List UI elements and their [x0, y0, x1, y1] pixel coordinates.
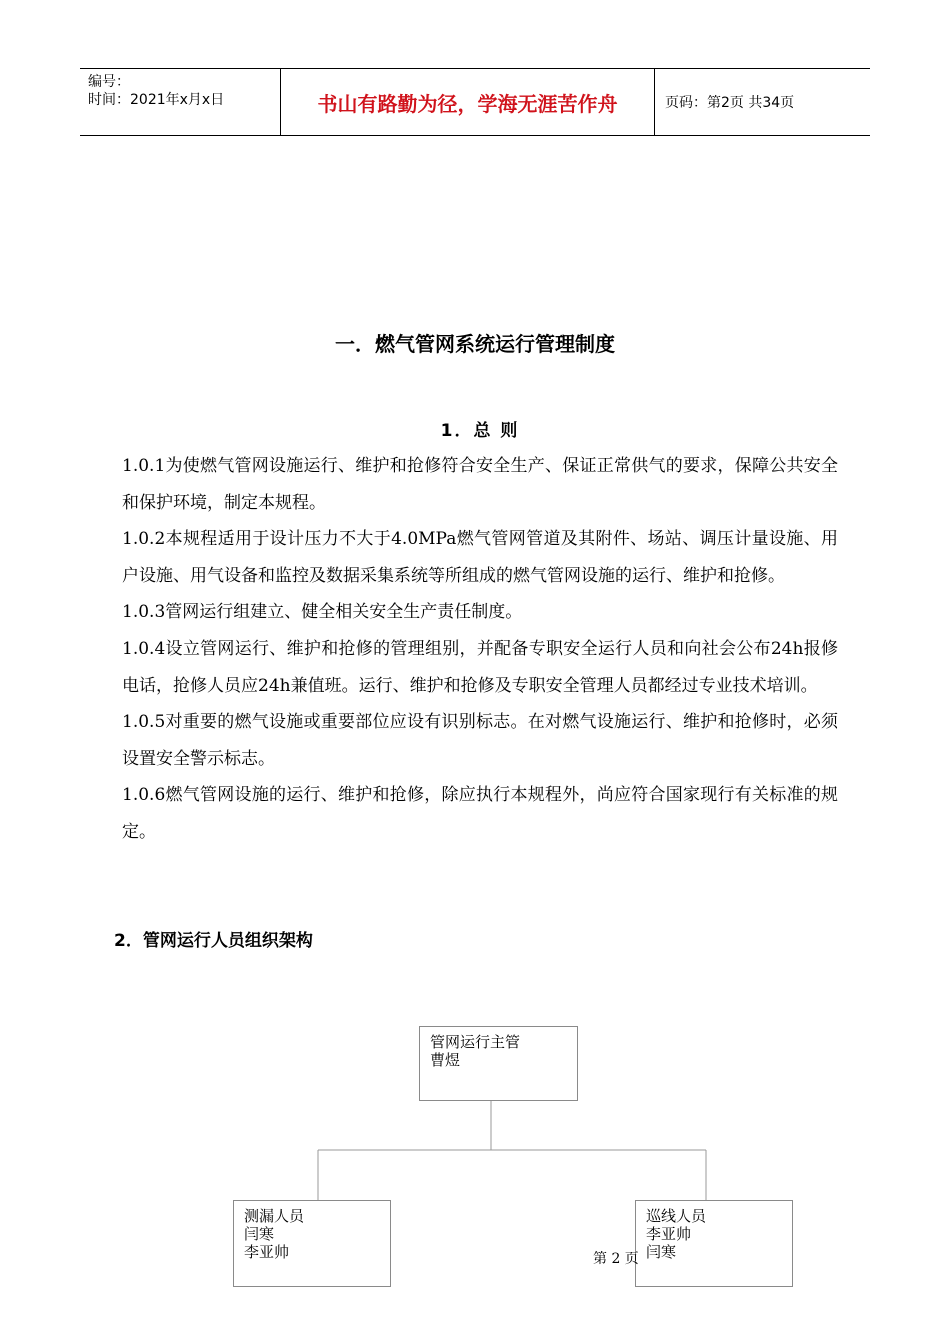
org-box-supervisor — [419, 1026, 578, 1101]
org-leak-role: 测漏人员 — [244, 1207, 305, 1225]
section1-heading: 1．总 则 — [440, 421, 520, 441]
org-supervisor-role: 管网运行主管 — [430, 1033, 521, 1051]
org-patrol-member-1: 李亚帅 — [646, 1225, 692, 1243]
section2-heading: 2．管网运行人员组织架构 — [114, 931, 313, 951]
paragraph-1-0-3: 1.0.3管网运行组建立、健全相关安全生产责任制度。 — [122, 602, 523, 623]
org-leak-member-2: 李亚帅 — [244, 1243, 290, 1261]
page-header — [80, 68, 870, 136]
document-title: 一．燃气管网系统运行管理制度 — [335, 332, 615, 356]
section1-body — [122, 448, 838, 851]
header-time-label: 时间：2021年x月x日 — [88, 92, 225, 108]
header-number-label: 编号： — [88, 74, 130, 90]
header-page-info: 页码：第2页 共34页 — [665, 95, 795, 111]
header-meta — [80, 69, 281, 135]
org-leak-member-1: 闫寒 — [244, 1225, 275, 1243]
paragraph-1-0-1: 1.0.1为使燃气管网设施运行、维护和抢修符合安全生产、保证正常供气的要求，保障公共安全和保护环境，制定本规程。 — [122, 456, 838, 513]
org-patrol-role: 巡线人员 — [646, 1207, 707, 1225]
paragraph-1-0-5: 1.0.5对重要的燃气设施或重要部位应设有识别标志。在对燃气设施运行、维护和抢修时，必须设置安全警示标志。 — [122, 712, 838, 769]
org-box-leak-detection — [233, 1200, 391, 1287]
org-patrol-member-2: 闫寒 — [646, 1243, 677, 1261]
org-box-patrol — [635, 1200, 793, 1287]
paragraph-1-0-6: 1.0.6燃气管网设施的运行、维护和抢修，除应执行本规程外，尚应符合国家现行有关标准的规定。 — [122, 785, 838, 842]
header-motto: 书山有路勤为径，学海无涯苦作舟 — [281, 69, 655, 135]
paragraph-1-0-2: 1.0.2本规程适用于设计压力不大于4.0MPa燃气管网管道及其附件、场站、调压计量设施、用户设施、用气设备和监控及数据采集系统等所组成的燃气管网设施的运行、维护和抢修。 — [122, 529, 838, 586]
paragraph-1-0-4: 1.0.4设立管网运行、维护和抢修的管理组别，并配备专职安全运行人员和向社会公布24h报修电话，抢修人员应24h兼值班。运行、维护和抢修及专职安全管理人员都经过专业技术培训。 — [122, 638, 838, 696]
page-footer: 第 2 页 — [593, 1251, 639, 1267]
org-supervisor-member: 曹煜 — [430, 1051, 461, 1069]
